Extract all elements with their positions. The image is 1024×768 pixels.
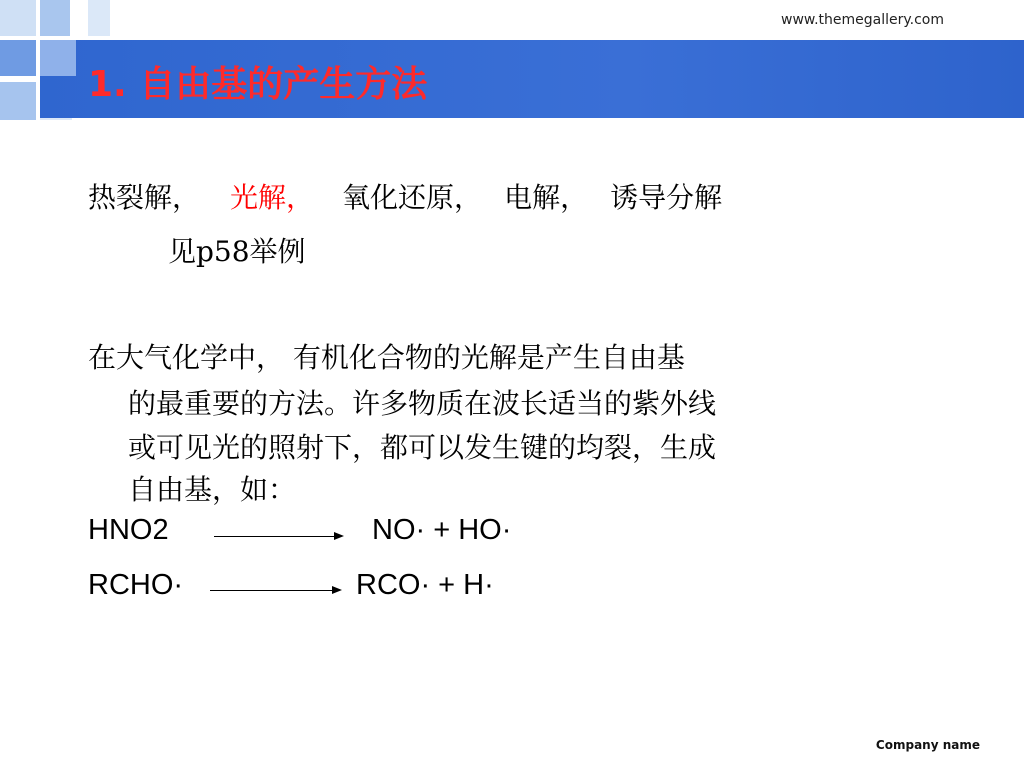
reaction-arrow: [210, 590, 334, 591]
decor-square: [0, 40, 36, 76]
decor-square: [40, 0, 70, 36]
reaction-products: NO· + HO·: [372, 514, 512, 546]
paragraph-line: 或可见光的照射下，都可以发生键的均裂，生成: [128, 431, 717, 464]
methods-line: [88, 176, 722, 216]
method-redox: 氧化还原，: [342, 181, 483, 214]
paragraph-line: 的最重要的方法。许多物质在波长适当的紫外线: [128, 387, 717, 420]
slide-title: 1. 自由基的产生方法: [88, 64, 428, 105]
reaction-reactant: HNO2: [88, 514, 169, 546]
reaction-products: RCO· + H·: [356, 569, 494, 601]
decor-square: [40, 40, 76, 76]
decor-square: [0, 0, 36, 36]
method-electrolysis: 电解，: [504, 181, 589, 214]
arrowhead-icon: [334, 532, 344, 540]
reaction-arrow: [214, 536, 336, 537]
paragraph-line: 自由基，如：: [128, 473, 297, 506]
method-induced-decomposition: 诱导分解: [610, 181, 723, 214]
company-name: Company name: [875, 738, 980, 752]
reaction-reactant: RCHO·: [88, 569, 184, 601]
decor-square: [0, 82, 36, 120]
paragraph-line: 在大气化学中， 有机化合物的光解是产生自由基: [88, 341, 685, 374]
decor-square: [88, 0, 110, 36]
website-url: www.themegallery.com: [781, 12, 944, 28]
arrowhead-icon: [332, 586, 342, 594]
method-photolysis-comma: ，: [286, 181, 315, 214]
method-photolysis: 光解: [230, 181, 287, 214]
example-note: 见p58举例: [168, 235, 306, 268]
method-pyrolysis: 热裂解，: [88, 181, 201, 214]
